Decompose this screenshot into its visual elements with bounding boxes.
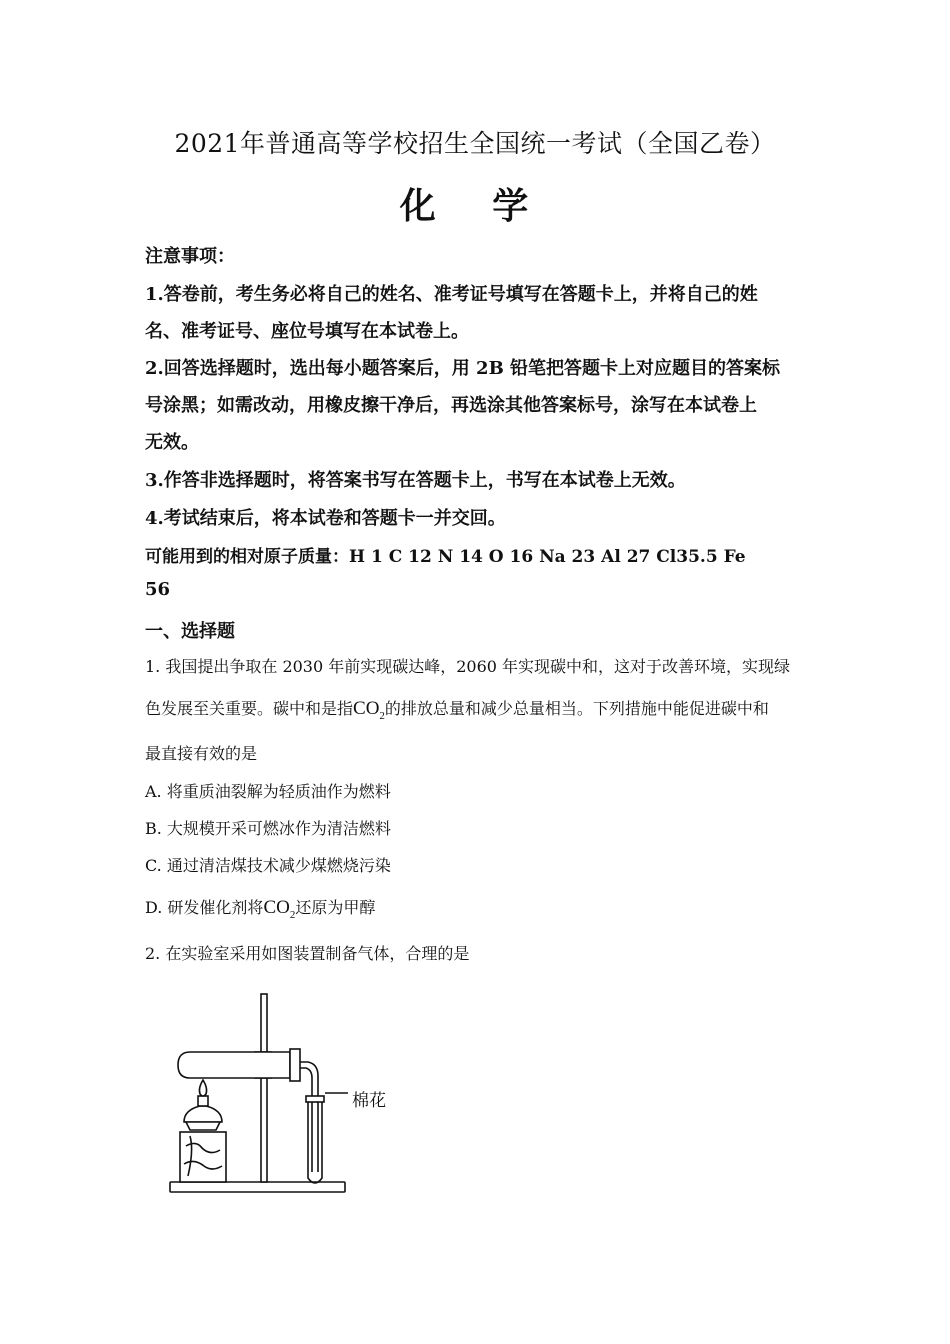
co2-formula: $CO_2$ bbox=[263, 897, 296, 921]
q1-stem-text: 色发展至关重要。碳中和是指 bbox=[145, 699, 354, 718]
section-title: 一、选择题 bbox=[145, 621, 235, 642]
q2-stem: 2. 在实验室采用如图装置制备气体，合理的是 bbox=[145, 944, 470, 963]
q1-option-d bbox=[145, 895, 375, 921]
q1-option-b: B. 大规模开采可燃冰作为清洁燃料 bbox=[145, 819, 391, 838]
q1-stem-text: 的排放总量和减少总量相当。下列措施中能促进碳中和 bbox=[384, 699, 769, 718]
option-d-text: D. 研发催化剂将 bbox=[145, 898, 264, 917]
notice-line: 3.作答非选择题时，将答案书写在答题卡上，书写在本试卷上无效。 bbox=[145, 470, 686, 491]
stopper bbox=[290, 1049, 300, 1081]
notice-heading: 注意事项： bbox=[145, 246, 235, 267]
notice-line: 号涂黑；如需改动，用橡皮擦干净后，再选涂其他答案标号，涂写在本试卷上 bbox=[145, 395, 757, 416]
flame bbox=[199, 1080, 206, 1096]
subject-title: 化 学 bbox=[399, 185, 551, 227]
q1-stem-line1: 1. 我国提出争取在 2030 年前实现碳达峰，2060 年实现碳中和，这对于改善环境，实现绿 bbox=[145, 657, 791, 676]
q1-stem-line2 bbox=[145, 696, 769, 722]
alcohol-lamp bbox=[184, 1106, 222, 1122]
test-tube bbox=[178, 1052, 290, 1078]
notice-line: 1.答卷前，考生务必将自己的姓名、准考证号填写在答题卡上，并将自己的姓 bbox=[145, 284, 758, 305]
lab-apparatus-figure bbox=[160, 990, 360, 1200]
exam-title: 2021年普通高等学校招生全国统一考试（全国乙卷） bbox=[174, 129, 776, 158]
co2-formula: $CO_2$ bbox=[353, 698, 385, 722]
stand-base bbox=[170, 1182, 345, 1192]
delivery-tube bbox=[300, 1062, 318, 1172]
q1-option-a: A. 将重质油裂解为轻质油作为燃料 bbox=[145, 782, 391, 801]
atomic-mass-line: 可能用到的相对原子质量：H 1 C 12 N 14 O 16 Na 23 Al 27 Cl35.5 Fe bbox=[145, 547, 746, 567]
notice-line: 2.回答选择题时，选出每小题答案后，用 2B 铅笔把答题卡上对应题目的答案标 bbox=[145, 358, 781, 379]
figure-label-cotton: 棉花 bbox=[352, 1091, 386, 1111]
cotton-plug bbox=[306, 1096, 324, 1102]
notice-line: 名、准考证号、座位号填写在本试卷上。 bbox=[145, 321, 469, 342]
collection-tube bbox=[308, 1100, 322, 1183]
lamp-stand-block bbox=[180, 1132, 226, 1182]
notice-line: 无效。 bbox=[145, 432, 199, 453]
stand-rod bbox=[261, 994, 267, 1182]
q1-stem-line3: 最直接有效的是 bbox=[145, 744, 258, 763]
q1-option-c: C. 通过清洁煤技术减少煤燃烧污染 bbox=[145, 856, 391, 875]
atomic-mass-line-cont: 56 bbox=[145, 579, 171, 600]
option-d-text: 还原为甲醇 bbox=[295, 898, 376, 917]
notice-line: 4.考试结束后，将本试卷和答题卡一并交回。 bbox=[145, 508, 506, 529]
